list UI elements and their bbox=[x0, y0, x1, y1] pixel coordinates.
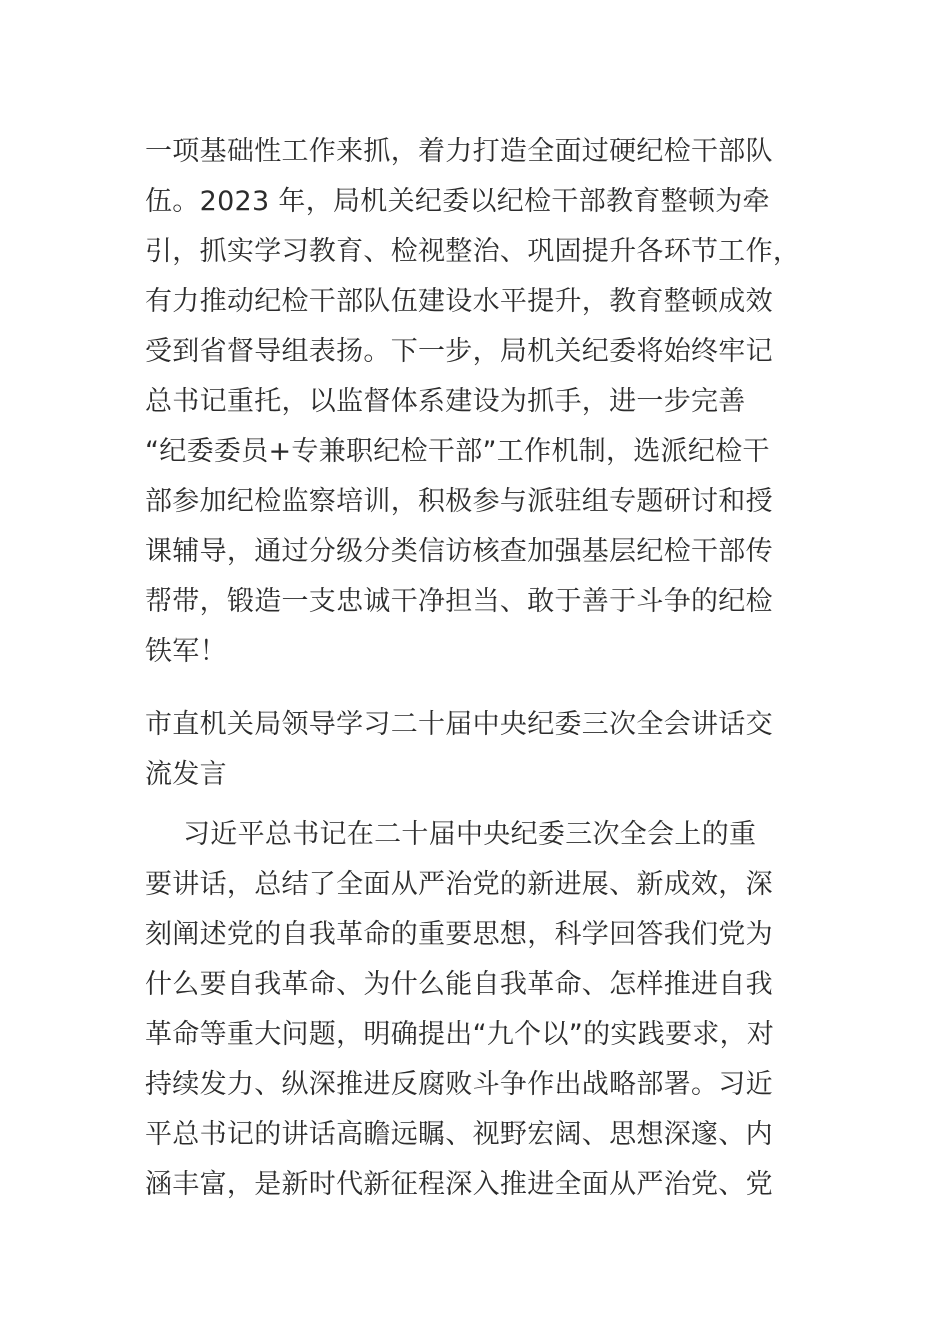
paragraph-line: 伍。2023 年，局机关纪委以纪检干部教育整顿为牵 bbox=[145, 186, 770, 217]
paragraph-line: 帮带，锻造一支忠诚干净担当、敢于善于斗争的纪检 bbox=[145, 586, 773, 617]
section-title: 流发言 bbox=[145, 759, 227, 790]
paragraph-line: 引，抓实学习教育、检视整治、巩固提升各环节工作， bbox=[145, 236, 801, 267]
paragraph-line: 课辅导，通过分级分类信访核查加强基层纪检干部传 bbox=[145, 536, 773, 567]
paragraph-line: 部参加纪检监察培训，积极参与派驻组专题研讨和授 bbox=[145, 486, 773, 517]
paragraph-line: 持续发力、纵深推进反腐败斗争作出战略部署。习近 bbox=[145, 1069, 773, 1100]
paragraph-line: 什么要自我革命、为什么能自我革命、怎样推进自我 bbox=[145, 969, 773, 1000]
paragraph-line: 受到省督导组表扬。下一步，局机关纪委将始终牢记 bbox=[145, 336, 773, 367]
paragraph-line: 总书记重托，以监督体系建设为抓手，进一步完善 bbox=[145, 386, 746, 417]
paragraph-line: 有力推动纪检干部队伍建设水平提升，教育整顿成效 bbox=[145, 286, 773, 317]
paragraph-line: 要讲话，总结了全面从严治党的新进展、新成效，深 bbox=[145, 869, 773, 900]
paragraph-line: 铁军！ bbox=[145, 636, 227, 667]
paragraph-line: 涵丰富，是新时代新征程深入推进全面从严治党、党 bbox=[145, 1169, 773, 1200]
paragraph-line: 一项基础性工作来抓，着力打造全面过硬纪检干部队 bbox=[145, 136, 773, 167]
paragraph-line: “纪委委员+专兼职纪检干部”工作机制，选派纪检干 bbox=[145, 436, 770, 467]
paragraph-line: 革命等重大问题，明确提出“九个以”的实践要求，对 bbox=[145, 1019, 775, 1050]
section-title: 市直机关局领导学习二十届中央纪委三次全会讲话交 bbox=[145, 709, 773, 740]
paragraph-line: 习近平总书记在二十届中央纪委三次全会上的重 bbox=[183, 819, 757, 850]
paragraph-line: 刻阐述党的自我革命的重要思想，科学回答我们党为 bbox=[145, 919, 773, 950]
paragraph-line: 平总书记的讲话高瞻远瞩、视野宏阔、思想深邃、内 bbox=[145, 1119, 773, 1150]
